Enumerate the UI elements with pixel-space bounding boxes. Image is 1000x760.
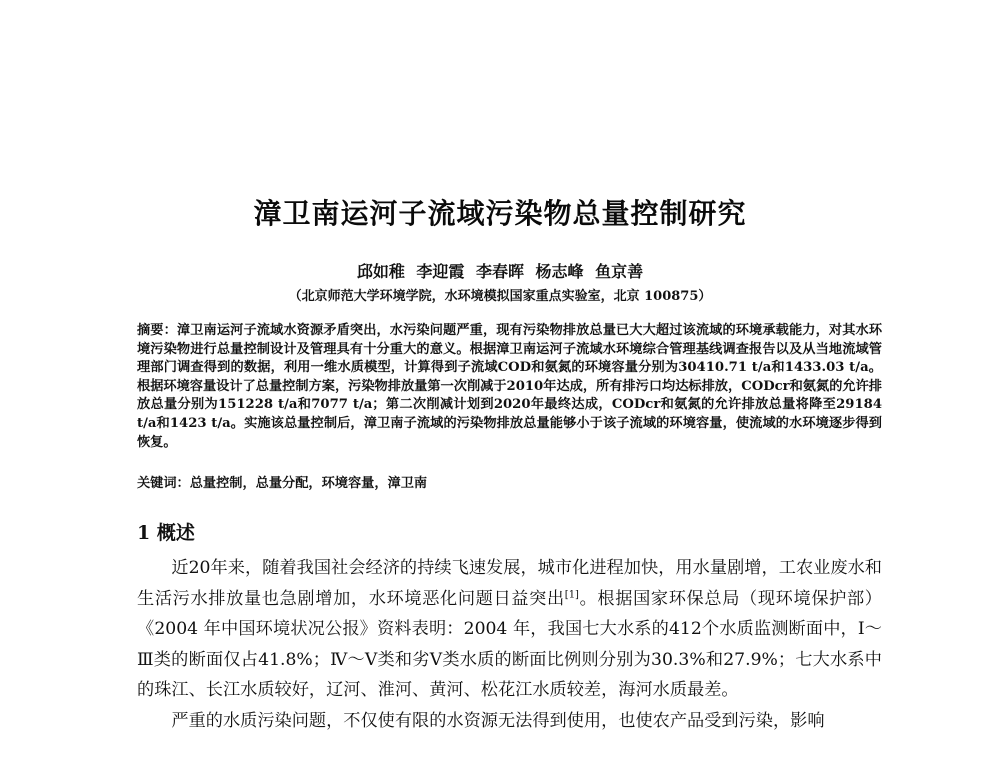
abstract-text: 漳卫南运河子流域水资源矛盾突出，水污染问题严重，现有污染物排放总量已大大超过该流域的环境承载能力，对其水环境污染物进行总量控制设计及管理具有十分重大的意义。根据漳卫南运河子流域水环境综合管理基线调查报告以及从当地流域管理部门调查得到的数据，利用一维水质模型，计算得到子流域COD和氨氮的环境容量分别为30410.71 t/a和1433.03 t/a。根据环境容量设计了总量控制方案，污染物排放量第一次削减于2010年达成，所有排污口均达标排放，CODcr和氨氮的允许排放总量分别为151228 t/a和7077 t/a；第二次削减计划到2020年最终达成，CODcr和氨氮的允许排放总量将降至29184 t/a和1423 t/a。实施该总量控制后，漳卫南子流域的污染物排放总量能够小于该子流域的环境容量，使流域的水环境逐步得到恢复。 xyxy=(137,323,882,450)
keywords-text: 总量控制，总量分配，环境容量，漳卫南 xyxy=(189,476,428,491)
paragraph-1-text-a: 近20年来，随着我国社会经济的持续飞速发展，城市化进程加快，用水量剧增，工农业废水和生活污水排放量也急剧增加，水环境恶化问题日益突出 xyxy=(137,558,882,609)
paragraph-1-text-b: 。根据国家环保总局（现环境保护部）《2004 年中国环境状况公报》资料表明：2004 年，我国七大水系的412个水质监测断面中，Ⅰ～Ⅲ类的断面仅占41.8%；Ⅳ～Ⅴ类和劣Ⅴ类水质的断面比例则分别为30.3%和27.9%；七大水系中的珠江、长江水质较好，辽河、淮河、黄河、松花江水质较差，海河水质最差。 xyxy=(137,588,882,700)
abstract-label: 摘要： xyxy=(137,323,177,338)
author-affiliation: （北京师范大学环境学院，水环境模拟国家重点实验室，北京 100875） xyxy=(288,289,712,304)
paper-title: 漳卫南运河子流域污染物总量控制研究 xyxy=(253,197,747,230)
body-text xyxy=(137,553,882,736)
keywords-label: 关键词： xyxy=(137,476,190,491)
keywords xyxy=(137,472,882,491)
citation-ref: [1] xyxy=(564,588,579,600)
author-list: 邱如稚 李迎霞 李春晖 杨志峰 鱼京善 xyxy=(356,262,644,281)
section-heading-overview: 1 概述 xyxy=(137,522,195,544)
paragraph-2: 严重的水质污染问题，不仅使有限的水资源无法得到使用，也使农产品受到污染，影响 xyxy=(171,710,825,731)
abstract xyxy=(137,322,882,452)
paragraph-1 xyxy=(137,553,882,706)
